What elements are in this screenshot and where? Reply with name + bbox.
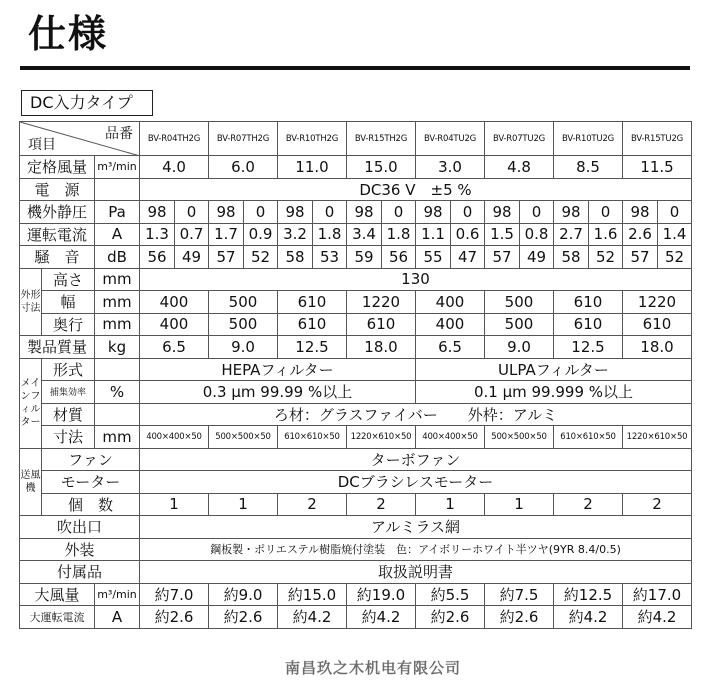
value-cell: 53 — [313, 246, 347, 269]
value-cell: 1 — [485, 493, 554, 516]
value-cell: 3.0 — [416, 156, 485, 179]
value-cell: 49 — [175, 246, 209, 269]
row-count — [20, 493, 692, 516]
value-cell: 0 — [382, 201, 416, 224]
unit-cell: mm — [95, 426, 140, 449]
title-rule — [20, 66, 690, 70]
value-cell: 500 — [209, 313, 278, 336]
value-cell: 52 — [244, 246, 278, 269]
header-corner — [20, 122, 140, 156]
value-cell: 6.5 — [416, 336, 485, 359]
model-header: BV-R10TU2G — [554, 122, 623, 156]
row-label: 個 数 — [42, 493, 140, 516]
value-cell: 9.0 — [485, 336, 554, 359]
value-cell: 98 — [347, 201, 382, 224]
row-filter-type — [20, 358, 692, 381]
row-label: 吹出口 — [20, 516, 140, 539]
value-cell: 400×400×50 — [140, 426, 209, 449]
value-cell: DCブラシレスモーター — [140, 471, 692, 494]
row-depth — [20, 313, 692, 336]
value-cell: HEPAフィルター — [140, 358, 416, 381]
value-cell: 130 — [140, 268, 692, 291]
value-cell: 1 — [416, 493, 485, 516]
row-label: 奥行 — [42, 313, 95, 336]
model-label: 品番 — [105, 126, 133, 142]
row-max-airflow — [20, 583, 692, 606]
value-cell: 8.5 — [554, 156, 623, 179]
value-cell: 52 — [658, 246, 692, 269]
value-cell: 0 — [658, 201, 692, 224]
value-cell: 610 — [278, 291, 347, 314]
value-cell: 3.4 — [347, 223, 382, 246]
value-cell: 610 — [554, 313, 623, 336]
value-cell: 約2.6 — [416, 606, 485, 629]
value-cell: 11.5 — [623, 156, 692, 179]
row-outlet — [20, 516, 692, 539]
value-cell: 取扱説明書 — [140, 561, 692, 584]
value-cell: 2 — [623, 493, 692, 516]
value-cell: アルミラス網 — [140, 516, 692, 539]
row-weight — [20, 336, 692, 359]
value-cell: 約5.5 — [416, 583, 485, 606]
value-cell: 約2.6 — [140, 606, 209, 629]
row-filter-material — [20, 403, 692, 426]
value-cell: 0 — [175, 201, 209, 224]
value-cell: ULPAフィルター — [416, 358, 692, 381]
row-fan — [20, 448, 692, 471]
value-cell: 1 — [209, 493, 278, 516]
row-height — [20, 268, 692, 291]
value-cell: 400 — [140, 291, 209, 314]
model-header: BV-R07TH2G — [209, 122, 278, 156]
value-cell: 2 — [554, 493, 623, 516]
value-cell: 0 — [244, 201, 278, 224]
row-label: 外装 — [20, 538, 140, 561]
value-cell: 約9.0 — [209, 583, 278, 606]
row-label: 付属品 — [20, 561, 140, 584]
row-label: 電 源 — [20, 178, 95, 201]
value-cell: 0.8 — [520, 223, 554, 246]
unit-cell: m³/min — [95, 156, 140, 179]
model-header: BV-R15TH2G — [347, 122, 416, 156]
value-cell: 4.0 — [140, 156, 209, 179]
value-cell: 9.0 — [209, 336, 278, 359]
value-cell: 0 — [451, 201, 485, 224]
header-row — [20, 122, 692, 156]
value-cell: 約4.2 — [347, 606, 416, 629]
value-cell: 15.0 — [347, 156, 416, 179]
page-title: 仕様 — [28, 12, 109, 56]
value-cell: ターボファン — [140, 448, 692, 471]
value-cell: 0.1 μm 99.999 %以上 — [416, 381, 692, 404]
value-cell: 500×500×50 — [209, 426, 278, 449]
row-static-pressure — [20, 201, 692, 224]
value-cell: 12.5 — [278, 336, 347, 359]
row-label: 捕集効率 — [42, 381, 95, 404]
unit-cell: kg — [95, 336, 140, 359]
model-header: BV-R07TU2G — [485, 122, 554, 156]
empty-cell — [95, 403, 140, 426]
empty-cell — [95, 358, 140, 381]
value-cell: 1 — [140, 493, 209, 516]
value-cell: 57 — [209, 246, 244, 269]
value-cell: 500 — [209, 291, 278, 314]
row-label: 定格風量 — [20, 156, 95, 179]
row-width — [20, 291, 692, 314]
value-cell: 6.0 — [209, 156, 278, 179]
row-filter-size — [20, 426, 692, 449]
row-label: 大運転電流 — [20, 606, 95, 629]
value-cell: 57 — [485, 246, 520, 269]
value-cell: 約4.2 — [554, 606, 623, 629]
value-cell: 11.0 — [278, 156, 347, 179]
value-cell: 2.7 — [554, 223, 589, 246]
value-cell: ろ材：グラスファイバー 外枠：アルミ — [140, 403, 692, 426]
row-current — [20, 223, 692, 246]
value-cell: 610 — [347, 313, 416, 336]
value-cell: 98 — [209, 201, 244, 224]
row-label: 高さ — [42, 268, 95, 291]
value-cell: 58 — [554, 246, 589, 269]
model-header: BV-R04TU2G — [416, 122, 485, 156]
type-label: DC入力タイプ — [21, 90, 153, 116]
row-label: 機外静圧 — [20, 201, 95, 224]
row-label: 幅 — [42, 291, 95, 314]
value-cell: 0.9 — [244, 223, 278, 246]
value-cell: 500 — [485, 313, 554, 336]
value-cell: 58 — [278, 246, 313, 269]
unit-cell: A — [95, 606, 140, 629]
unit-cell: % — [95, 381, 140, 404]
value-cell: 610×610×50 — [554, 426, 623, 449]
value-cell: 1.3 — [140, 223, 175, 246]
value-cell: 610 — [554, 291, 623, 314]
value-cell: 55 — [416, 246, 451, 269]
value-cell: 12.5 — [554, 336, 623, 359]
group-label: 外形寸法 — [20, 268, 42, 336]
value-cell: 1.8 — [382, 223, 416, 246]
value-cell: 約4.2 — [623, 606, 692, 629]
value-cell: 約4.2 — [278, 606, 347, 629]
value-cell: 400 — [140, 313, 209, 336]
value-cell: 約7.0 — [140, 583, 209, 606]
value-cell: 610×610×50 — [278, 426, 347, 449]
item-label: 項目 — [28, 137, 56, 153]
value-cell: 0.6 — [451, 223, 485, 246]
row-label: モーター — [42, 471, 140, 494]
value-cell: 52 — [589, 246, 623, 269]
model-header: BV-R10TH2G — [278, 122, 347, 156]
value-cell: 56 — [382, 246, 416, 269]
value-cell: 1.6 — [589, 223, 623, 246]
value-cell: 2 — [278, 493, 347, 516]
value-cell: 約7.5 — [485, 583, 554, 606]
row-label: 大風量 — [20, 583, 95, 606]
value-cell: 0 — [589, 201, 623, 224]
row-label: 形式 — [42, 358, 95, 381]
value-cell: 18.0 — [347, 336, 416, 359]
row-label: 騒 音 — [20, 246, 95, 269]
value-cell: 約19.0 — [347, 583, 416, 606]
spec-table — [19, 121, 692, 629]
row-noise — [20, 246, 692, 269]
watermark: 南昌玖之木机电有限公司 — [285, 659, 462, 677]
value-cell: 98 — [278, 201, 313, 224]
value-cell: 400 — [416, 291, 485, 314]
row-filter-efficiency — [20, 381, 692, 404]
value-cell: 0 — [313, 201, 347, 224]
value-cell: 1220×610×50 — [623, 426, 692, 449]
row-label: ファン — [42, 448, 140, 471]
value-cell: 0.3 μm 99.99 %以上 — [140, 381, 416, 404]
value-cell: 57 — [623, 246, 658, 269]
value-cell: 約17.0 — [623, 583, 692, 606]
value-cell: 18.0 — [623, 336, 692, 359]
row-rated-airflow — [20, 156, 692, 179]
value-cell: 3.2 — [278, 223, 313, 246]
unit-cell: m³/min — [95, 583, 140, 606]
value-cell: 約2.6 — [209, 606, 278, 629]
value-cell: 610 — [278, 313, 347, 336]
row-max-current — [20, 606, 692, 629]
value-cell: 47 — [451, 246, 485, 269]
row-power — [20, 178, 692, 201]
value-cell: 2 — [347, 493, 416, 516]
model-header: BV-R04TH2G — [140, 122, 209, 156]
value-cell: 1.7 — [209, 223, 244, 246]
value-cell: 49 — [520, 246, 554, 269]
row-label: 材質 — [42, 403, 95, 426]
value-cell: 1.4 — [658, 223, 692, 246]
model-header: BV-R15TU2G — [623, 122, 692, 156]
unit-cell: dB — [95, 246, 140, 269]
group-label: メインフィルター — [20, 358, 42, 448]
value-cell: 1220 — [347, 291, 416, 314]
row-label: 運転電流 — [20, 223, 95, 246]
value-cell: 98 — [485, 201, 520, 224]
unit-cell: mm — [95, 268, 140, 291]
value-cell: 1220 — [623, 291, 692, 314]
value-cell: 0.7 — [175, 223, 209, 246]
row-motor — [20, 471, 692, 494]
value-cell: 500×500×50 — [485, 426, 554, 449]
value-cell: 1.5 — [485, 223, 520, 246]
value-cell: 2.6 — [623, 223, 658, 246]
value-cell: 約12.5 — [554, 583, 623, 606]
unit-cell: Pa — [95, 201, 140, 224]
row-exterior — [20, 538, 692, 561]
value-cell: 400 — [416, 313, 485, 336]
value-cell: 1.8 — [313, 223, 347, 246]
value-cell: 400×400×50 — [416, 426, 485, 449]
row-accessories — [20, 561, 692, 584]
value-cell: 6.5 — [140, 336, 209, 359]
group-label: 送風機 — [20, 448, 42, 516]
value-cell: 59 — [347, 246, 382, 269]
row-label: 寸法 — [42, 426, 95, 449]
row-label: 製品質量 — [20, 336, 95, 359]
value-cell: 500 — [485, 291, 554, 314]
value-cell: 4.8 — [485, 156, 554, 179]
value-cell: 98 — [554, 201, 589, 224]
value-cell: 約2.6 — [485, 606, 554, 629]
value-cell: 610 — [623, 313, 692, 336]
value-cell: 98 — [140, 201, 175, 224]
value-cell: 1220×610×50 — [347, 426, 416, 449]
value-cell: 56 — [140, 246, 175, 269]
value-cell: 鋼板製・ポリエステル樹脂焼付塗装 色：アイボリーホワイト半ツヤ(9YR 8.4/0.5) — [140, 538, 692, 561]
value-cell: 98 — [623, 201, 658, 224]
value-cell: 98 — [416, 201, 451, 224]
value-cell: DC36 V ±5 % — [140, 178, 692, 201]
unit-cell: mm — [95, 313, 140, 336]
value-cell: 約15.0 — [278, 583, 347, 606]
unit-cell: A — [95, 223, 140, 246]
value-cell: 1.1 — [416, 223, 451, 246]
value-cell: 0 — [520, 201, 554, 224]
empty-cell — [95, 178, 140, 201]
unit-cell: mm — [95, 291, 140, 314]
